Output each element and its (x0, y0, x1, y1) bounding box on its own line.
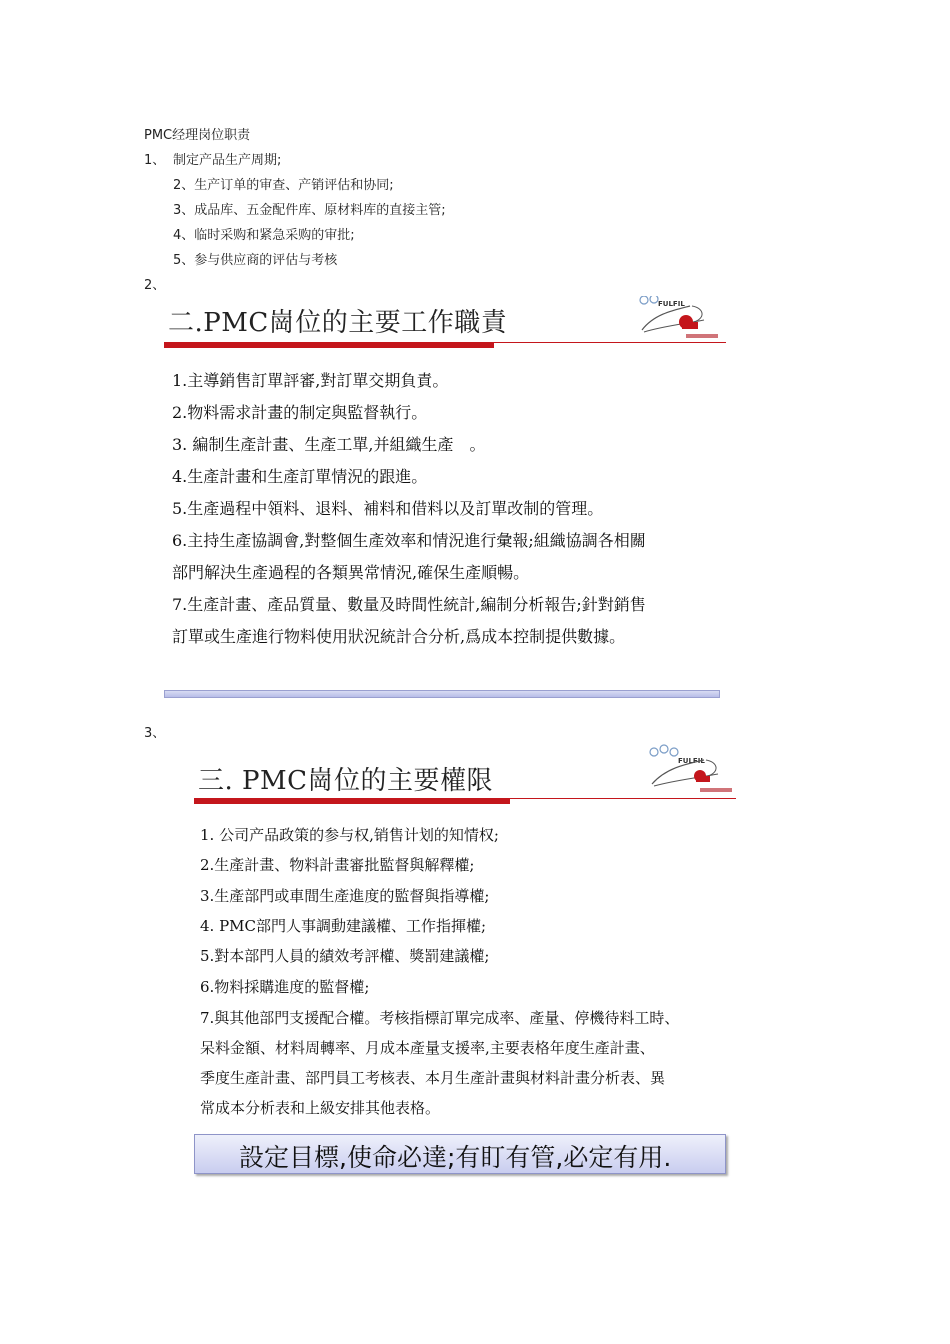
duty-line: 1.主導銷售訂單評審,對訂單交期負責。 (172, 371, 449, 390)
title-accent-bar (194, 798, 510, 804)
duty-line: 部門解決生產過程的各類異常情況,確保生產順暢。 (172, 563, 530, 582)
item-3-number: 3、 (144, 726, 166, 741)
title-accent-bar (164, 342, 494, 348)
authority-line: 5.對本部門人員的績效考評權、獎罰建議權; (200, 947, 490, 965)
sub-item: 3、成品库、五金配件库、原材料库的直接主管; (173, 203, 446, 218)
fulfil-logo-icon (634, 296, 724, 342)
sub-item: 5、参与供应商的评估与考核 (173, 253, 338, 268)
item-2-number: 2、 (144, 278, 166, 293)
slide-title: 三. PMC崗位的主要權限 (198, 766, 494, 796)
authority-line: 呆料金額、材料周轉率、月成本產量支援率,主要表格年度生產計畫、 (200, 1039, 655, 1057)
authority-line: 季度生產計畫、部門員工考核表、本月生產計畫與材料計畫分析表、異 (200, 1069, 666, 1087)
sub-item: 4、临时采购和紧急采购的审批; (173, 228, 355, 243)
slide-authority (190, 744, 736, 1184)
motto-banner (194, 1134, 726, 1174)
slide-footer-bar (164, 690, 720, 698)
sub-item: 2、生产订单的审查、产销评估和协同; (173, 178, 394, 193)
duty-line: 6.主持生產協調會,對整個生產效率和情況進行彙報;組織協調各相關 (172, 531, 646, 550)
slide-duties (160, 296, 726, 702)
authority-line: 3.生產部門或車間生產進度的監督與指導權; (200, 887, 490, 905)
doc-heading: PMC经理岗位职责 (144, 128, 251, 143)
item-1-text: 制定产品生产周期; (173, 153, 282, 168)
logo-word: FULFIL (678, 757, 705, 765)
authority-line: 2.生產計畫、物料計畫審批監督與解釋權; (200, 856, 475, 874)
duty-line: 4.生產計畫和生產訂單情況的跟進。 (172, 467, 428, 486)
slide-title: 二.PMC崗位的主要工作職責 (168, 308, 508, 338)
fulfil-logo-icon (646, 744, 736, 796)
duty-line: 3. 編制生產計畫、生產工單,并組織生產 。 (172, 435, 486, 454)
authority-line: 1. 公司产品政策的参与权,销售计划的知情权; (200, 826, 499, 844)
authority-line: 常成本分析表和上級安排其他表格。 (200, 1099, 441, 1117)
authority-line: 7.與其他部門支援配合權。考核指標訂單完成率、產量、停機待料工時、 (200, 1009, 680, 1027)
duty-line: 7.生產計畫、產品質量、數量及時間性統計,編制分析報告;針對銷售 (172, 595, 646, 614)
duty-line: 2.物料需求計畫的制定與監督執行。 (172, 403, 428, 422)
duty-line: 訂單或生產進行物料使用狀況統計合分析,爲成本控制提供數據。 (172, 627, 626, 646)
logo-word: FULFIL (658, 300, 685, 308)
authority-line: 4. PMC部門人事調動建議權、工作指揮權; (200, 917, 487, 935)
motto-text: 設定目標,使命必達;有盯有管,必定有用. (239, 1143, 672, 1172)
duty-line: 5.生產過程中領料、退料、補料和借料以及訂單改制的管理。 (172, 499, 604, 518)
item-1-number: 1、 (144, 153, 166, 168)
authority-line: 6.物料採購進度的監督權; (200, 978, 370, 996)
